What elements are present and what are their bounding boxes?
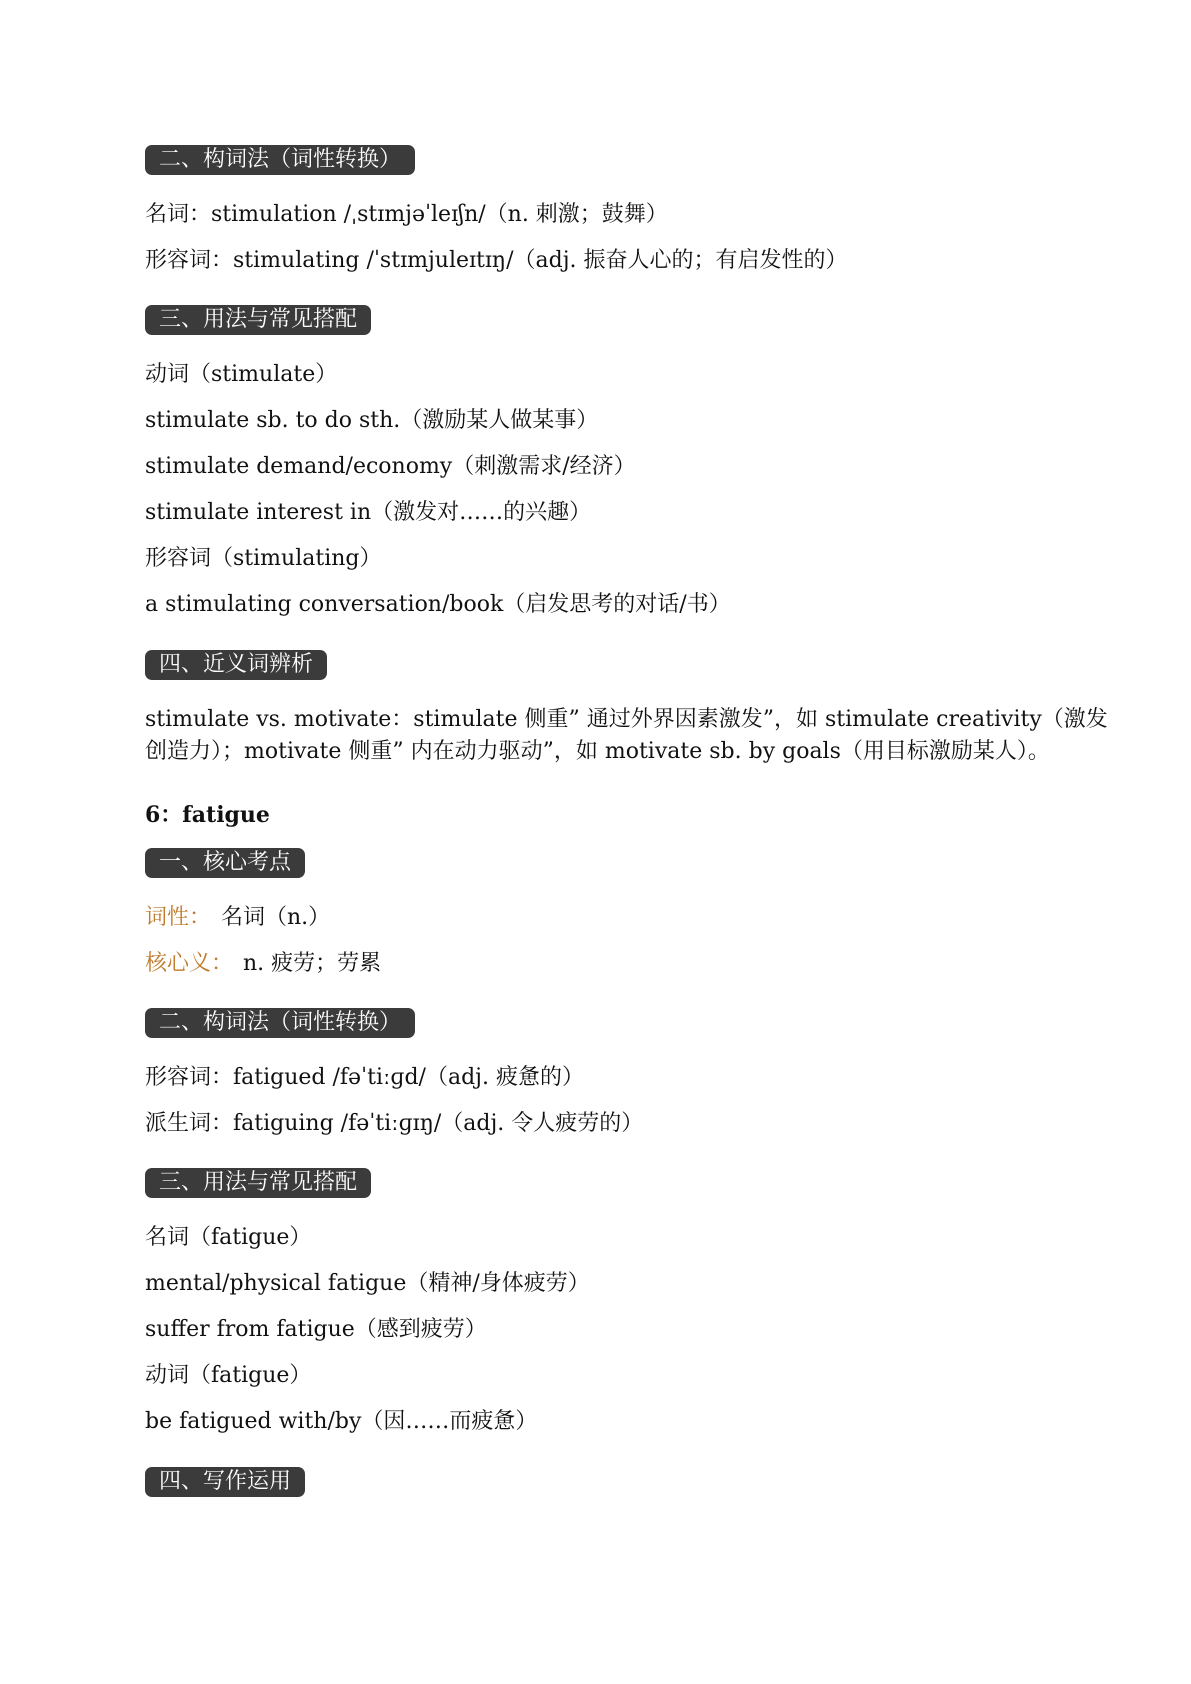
core-meaning-label: 核心义： <box>145 951 234 976</box>
usage-verb-heading: 动词（fatigue） <box>145 1363 312 1388</box>
section-heading-synonyms: 四、近义词辨析 <box>145 650 327 680</box>
adjective-form-line: 形容词：fatigued /fəˈtiːɡd/（adj. 疲惫的） <box>145 1065 584 1090</box>
usage-item: stimulate sb. to do sth.（激励某人做某事） <box>145 408 599 433</box>
section-heading-usage: 三、用法与常见搭配 <box>145 305 371 335</box>
usage-item: stimulate demand/economy（刺激需求/经济） <box>145 454 636 479</box>
part-of-speech-value: 名词（n.） <box>221 905 331 930</box>
synonym-paragraph <box>145 704 1108 768</box>
section-heading-usage: 三、用法与常见搭配 <box>145 1168 371 1198</box>
usage-item: a stimulating conversation/book（启发思考的对话/书） <box>145 592 731 617</box>
usage-noun-heading: 名词（fatigue） <box>145 1225 312 1250</box>
usage-item: stimulate interest in（激发对……的兴趣） <box>145 500 592 525</box>
adjective-form-line: 形容词：stimulating /ˈstɪmjuleɪtɪŋ/（adj. 振奋人心的；有启发性的） <box>145 248 848 273</box>
core-meaning-value: n. 疲劳；劳累 <box>243 951 382 976</box>
section-heading-word-formation: 二、构词法（词性转换） <box>145 145 415 175</box>
section-heading-core: 一、核心考点 <box>145 848 305 878</box>
usage-adjective-heading: 形容词（stimulating） <box>145 546 382 571</box>
synonym-line-2: 创造力）；motivate 侧重” 内在动力驱动”，如 motivate sb. by goals（用目标激励某人）。 <box>145 739 1050 764</box>
core-meaning-line <box>145 949 381 979</box>
part-of-speech-label: 词性： <box>145 905 212 930</box>
usage-verb-heading: 动词（stimulate） <box>145 362 338 387</box>
part-of-speech-line <box>145 903 330 933</box>
section-heading-word-formation: 二、构词法（词性转换） <box>145 1008 415 1038</box>
noun-form-line: 名词：stimulation /ˌstɪmjəˈleɪʃn/（n. 刺激；鼓舞） <box>145 202 668 227</box>
derived-form-line: 派生词：fatiguing /fəˈtiːɡɪŋ/（adj. 令人疲劳的） <box>145 1111 644 1136</box>
usage-item: suffer from fatigue（感到疲劳） <box>145 1317 487 1342</box>
usage-item: be fatigued with/by（因……而疲惫） <box>145 1409 538 1434</box>
word-entry-title: 6：fatigue <box>145 802 270 828</box>
usage-item: mental/physical fatigue（精神/身体疲劳） <box>145 1271 590 1296</box>
section-heading-writing: 四、写作运用 <box>145 1467 305 1497</box>
synonym-line-1: stimulate vs. motivate：stimulate 侧重” 通过外界因素激发”，如 stimulate creativity（激发 <box>145 707 1108 732</box>
